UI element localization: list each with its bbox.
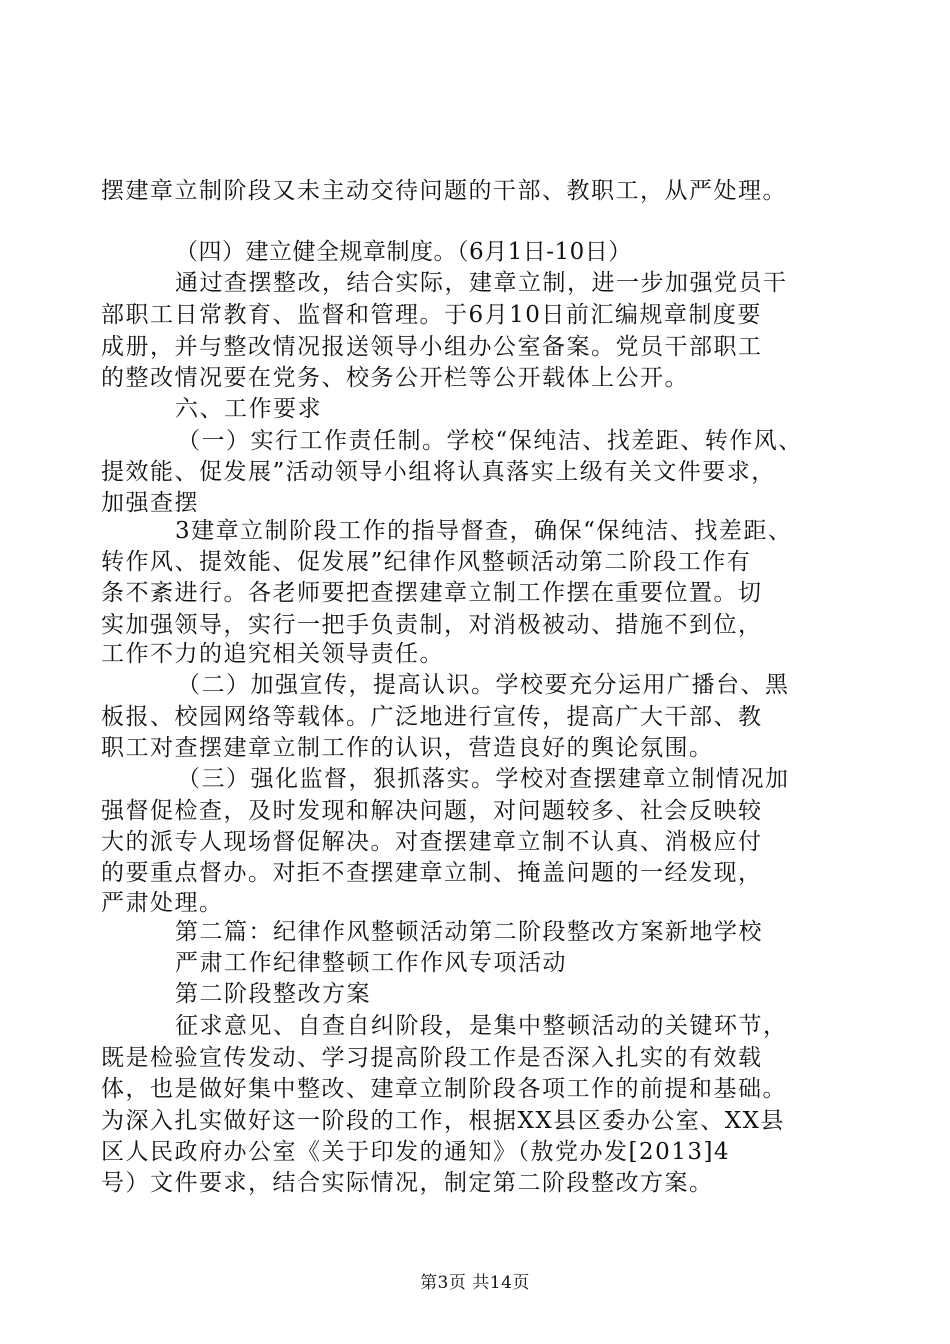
text-line: 3建章立制阶段工作的指导督查，确保“保纯洁、找差距、: [175, 518, 793, 544]
text-line: 既是检验宣传发动、学习提高阶段工作是否深入扎实的有效载: [101, 1045, 763, 1071]
text-line: 加强查摆: [101, 490, 199, 516]
text-line: 转作风、提效能、促发展”纪律作风整顿活动第二阶段工作有: [101, 549, 752, 575]
text-line: 强督促检查，及时发现和解决问题，对问题较多、社会反映较: [101, 798, 763, 824]
text-line: 摆建章立制阶段又未主动交待问题的干部、教职工，从严处理。: [101, 178, 787, 204]
text-line: 的要重点督办。对拒不查摆建章立制、掩盖问题的一经发现，: [101, 860, 763, 886]
text-line: 征求意见、自查自纠阶段，是集中整顿活动的关键环节，: [175, 1013, 788, 1039]
text-line: 通过查摆整改，结合实际，建章立制，进一步加强党员干: [175, 270, 788, 296]
text-line: （二）加强宣传，提高认识。学校要充分运用广播台、黑: [177, 672, 790, 698]
text-line: （三）强化监督，狠抓落实。学校对查摆建章立制情况加: [177, 766, 790, 792]
section-heading: 六、工作要求: [175, 396, 322, 422]
text-line: 号）文件要求，结合实际情况，制定第二阶段整改方案。: [101, 1170, 714, 1196]
section-heading: （四）建立健全规章制度。（6月1日-10日）: [175, 239, 632, 265]
text-line: 板报、校园网络等载体。广泛地进行宣传，提高广大干部、教: [101, 704, 763, 730]
text-line: 大的派专人现场督促解决。对查摆建章立制不认真、消极应付: [101, 829, 763, 855]
text-line: （一）实行工作责任制。学校“保纯洁、找差距、转作风、: [177, 428, 803, 454]
text-line: 严肃处理。: [101, 890, 224, 916]
chapter-subtitle: 严肃工作纪律整顿工作作风专项活动: [175, 950, 567, 976]
text-line: 成册，并与整改情况报送领导小组办公室备案。党员干部职工: [101, 334, 763, 360]
text-line: 提效能、促发展”活动领导小组将认真落实上级有关文件要求，: [101, 459, 776, 485]
text-line: 部职工日常教育、监督和管理。于6月10日前汇编规章制度要: [101, 302, 762, 328]
chapter-title: 第二篇：纪律作风整顿活动第二阶段整改方案新地学校: [175, 919, 763, 945]
text-line: 为深入扎实做好这一阶段的工作，根据XX县区委办公室、XX县: [101, 1108, 785, 1134]
page-number-footer: 第3页 共14页: [420, 1273, 530, 1293]
text-line: 条不紊进行。各老师要把查摆建章立制工作摆在重要位置。切: [101, 580, 763, 606]
text-line: 的整改情况要在党务、校务公开栏等公开载体上公开。: [101, 365, 689, 391]
text-line: 区人民政府办公室《关于印发的通知》（敖党办发[2013]4: [101, 1139, 731, 1165]
chapter-subtitle: 第二阶段整改方案: [175, 981, 371, 1007]
text-line: 职工对查摆建章立制工作的认识，营造良好的舆论氛围。: [101, 735, 714, 761]
text-line: 实加强领导，实行一把手负责制，对消极被动、措施不到位，: [101, 612, 763, 638]
text-line: 工作不力的追究相关领导责任。: [101, 641, 444, 667]
text-line: 体，也是做好集中整改、建章立制阶段各项工作的前提和基础。: [101, 1076, 787, 1102]
